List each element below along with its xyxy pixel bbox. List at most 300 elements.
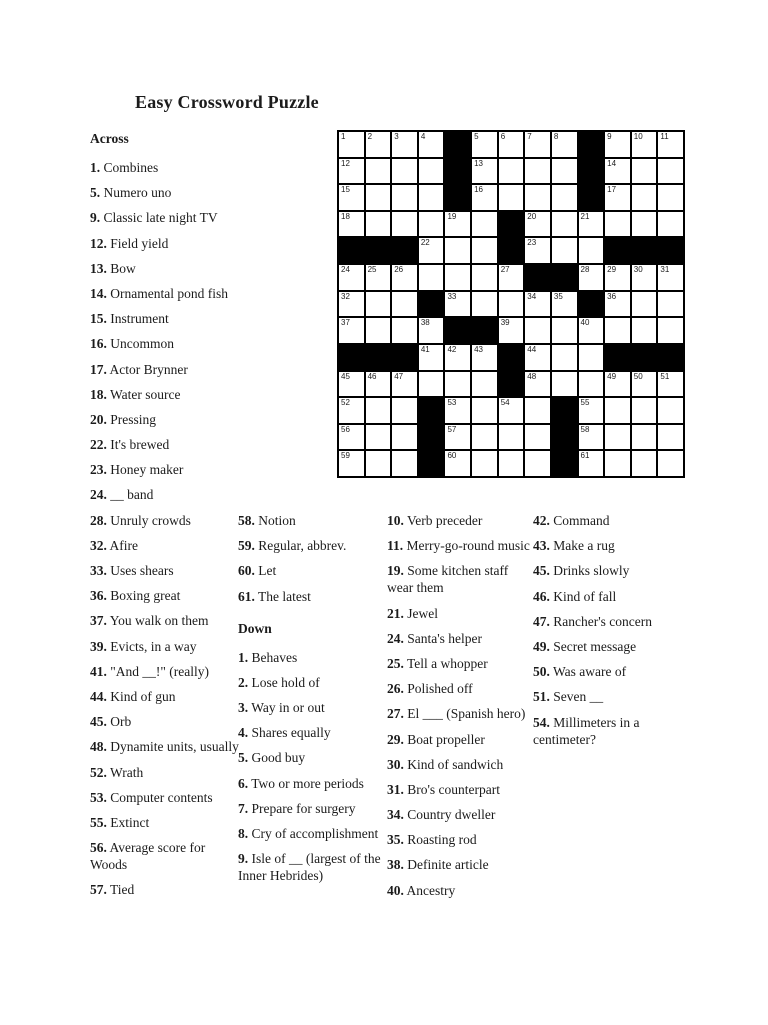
grid-cell-white bbox=[499, 292, 524, 317]
grid-cell-white bbox=[472, 238, 497, 263]
clue-number: 39. bbox=[90, 638, 107, 654]
clue-number: 46. bbox=[533, 588, 550, 604]
grid-cell-white bbox=[632, 398, 657, 423]
grid-cell-black bbox=[525, 265, 550, 290]
grid-cell-number: 37 bbox=[341, 318, 350, 328]
grid-cell-white bbox=[419, 345, 444, 370]
clue-item: 38. Definite article bbox=[387, 857, 489, 873]
grid-cell-white bbox=[579, 318, 604, 343]
clue-number: 14. bbox=[90, 285, 107, 301]
grid-cell-white bbox=[605, 372, 630, 397]
clue-item: 28. Unruly crowds bbox=[90, 512, 191, 528]
grid-cell-black bbox=[419, 451, 444, 476]
clue-number: 28. bbox=[90, 512, 107, 528]
grid-cell-white bbox=[392, 159, 417, 184]
grid-cell-number: 7 bbox=[527, 132, 532, 141]
grid-cell-white bbox=[605, 292, 630, 317]
grid-cell-black bbox=[499, 372, 524, 397]
clue-number: 23. bbox=[90, 462, 107, 478]
grid-cell-white bbox=[552, 372, 577, 397]
grid-cell-white bbox=[525, 345, 550, 370]
grid-cell-number: 38 bbox=[420, 318, 430, 328]
clue-number: 20. bbox=[90, 411, 107, 427]
grid-cell-white bbox=[419, 318, 444, 343]
grid-cell-number: 50 bbox=[633, 371, 643, 381]
grid-cell-number: 35 bbox=[553, 291, 563, 301]
clue-number: 8. bbox=[238, 825, 249, 841]
grid-cell-number: 4 bbox=[420, 132, 426, 141]
grid-cell-black bbox=[579, 185, 604, 210]
clue-number: 48. bbox=[90, 739, 107, 755]
clue-item: 3. Way in or out bbox=[238, 699, 325, 715]
clue-item: 33. Uses shears bbox=[90, 563, 174, 578]
grid-cell-white bbox=[499, 318, 524, 343]
clue-item: 24. Santa's helper bbox=[387, 630, 483, 646]
clue-item: 59. Regular, abbrev. bbox=[238, 538, 347, 554]
clue-item: 27. El ___ (Spanish hero) bbox=[387, 706, 526, 722]
clue-item: 37. You walk on them bbox=[90, 613, 209, 629]
grid-cell-number: 56 bbox=[341, 424, 350, 434]
grid-cell-white bbox=[445, 345, 470, 370]
grid-cell-white bbox=[658, 425, 683, 450]
clue-number: 56. bbox=[90, 840, 107, 856]
grid-cell-number: 1 bbox=[341, 132, 346, 141]
grid-cell-white bbox=[339, 265, 364, 290]
grid-cell-black bbox=[339, 345, 364, 370]
grid-cell-white bbox=[392, 451, 417, 476]
clue-number: 42. bbox=[533, 513, 550, 528]
grid-cell-white bbox=[392, 425, 417, 450]
clue-item: 41. "And __!" (really) bbox=[90, 663, 209, 679]
grid-cell-white bbox=[499, 425, 524, 450]
grid-cell-white bbox=[605, 425, 630, 450]
clue-item: 57. Tied bbox=[90, 882, 135, 898]
clue-item: 32. Afire bbox=[90, 537, 138, 553]
clue-number: 27. bbox=[387, 706, 404, 722]
grid-cell-white bbox=[392, 398, 417, 423]
grid-cell-white bbox=[525, 425, 550, 450]
grid-cell-number: 46 bbox=[367, 371, 377, 381]
grid-cell-white bbox=[605, 185, 630, 210]
grid-cell-white bbox=[339, 185, 364, 210]
grid-cell-number: 34 bbox=[527, 291, 537, 301]
grid-cell-white bbox=[605, 398, 630, 423]
grid-cell-white bbox=[632, 132, 657, 157]
grid-cell-number: 58 bbox=[580, 424, 590, 434]
clue-item: 6. Two or more periods bbox=[238, 775, 364, 791]
clue-number: 1. bbox=[90, 160, 101, 175]
grid-cell-white bbox=[525, 398, 550, 423]
grid-cell-number: 57 bbox=[447, 424, 457, 434]
grid-cell-white bbox=[339, 372, 364, 397]
grid-cell-white bbox=[366, 292, 391, 317]
grid-cell-white bbox=[472, 159, 497, 184]
grid-cell-number: 28 bbox=[580, 265, 590, 275]
grid-cell-number: 12 bbox=[341, 158, 350, 168]
clue-item: 51. Seven __ bbox=[533, 689, 604, 705]
grid-cell-number: 55 bbox=[580, 398, 590, 408]
grid-cell-number: 9 bbox=[607, 132, 612, 141]
clue-number: 47. bbox=[533, 613, 550, 629]
grid-cell-white bbox=[366, 451, 391, 476]
grid-cell-white bbox=[658, 398, 683, 423]
grid-cell-black bbox=[445, 159, 470, 184]
grid-cell-white bbox=[658, 212, 683, 237]
clue-item: 12. Field yield bbox=[90, 235, 169, 251]
grid-cell-white bbox=[499, 159, 524, 184]
grid-cell-number: 18 bbox=[341, 211, 350, 221]
grid-cell-white bbox=[366, 185, 391, 210]
grid-cell-white bbox=[472, 425, 497, 450]
clue-number: 44. bbox=[90, 688, 107, 704]
grid-cell-number: 53 bbox=[447, 398, 457, 408]
grid-cell-number: 25 bbox=[367, 265, 377, 275]
clue-item: 21. Jewel bbox=[387, 605, 438, 621]
grid-cell-black bbox=[579, 132, 604, 157]
grid-cell-white bbox=[366, 398, 391, 423]
grid-cell-number: 21 bbox=[580, 211, 590, 221]
clue-number: 4. bbox=[238, 725, 249, 741]
grid-cell-number: 41 bbox=[420, 344, 430, 354]
grid-cell-number: 32 bbox=[341, 291, 350, 301]
clue-number: 22. bbox=[90, 437, 107, 453]
grid-cell-white bbox=[339, 132, 364, 157]
clue-number: 17. bbox=[90, 361, 107, 377]
grid-cell-white bbox=[658, 265, 683, 290]
clue-item: 30. Kind of sandwich bbox=[387, 756, 504, 772]
grid-cell-number: 26 bbox=[394, 265, 404, 275]
grid-cell-number: 15 bbox=[341, 185, 350, 195]
clue-item: 52. Wrath bbox=[90, 764, 144, 780]
grid-cell-white bbox=[552, 292, 577, 317]
grid-cell-black bbox=[419, 398, 444, 423]
grid-cell-white bbox=[445, 265, 470, 290]
grid-cell-number: 19 bbox=[447, 211, 457, 221]
grid-cell-white bbox=[658, 185, 683, 210]
grid-cell-white bbox=[366, 132, 391, 157]
clue-number: 16. bbox=[90, 336, 107, 352]
clue-item: 14. Ornamental pond fish bbox=[90, 285, 228, 301]
grid-cell-number: 36 bbox=[607, 291, 617, 301]
grid-cell-black bbox=[605, 238, 630, 263]
grid-cell-number: 40 bbox=[580, 318, 590, 328]
grid-cell-white bbox=[552, 318, 577, 343]
grid-cell-white bbox=[632, 451, 657, 476]
clue-item: 53. Computer contents bbox=[90, 789, 213, 805]
grid-cell-white bbox=[445, 451, 470, 476]
grid-cell-white bbox=[419, 159, 444, 184]
grid-cell-white bbox=[445, 212, 470, 237]
clue-number: 12. bbox=[90, 235, 107, 251]
clue-number: 43. bbox=[533, 538, 550, 554]
clue-number: 15. bbox=[90, 311, 107, 327]
grid-cell-black bbox=[445, 185, 470, 210]
clue-number: 1. bbox=[238, 649, 249, 665]
clue-item: 17. Actor Brynner bbox=[90, 361, 188, 377]
clue-number: 21. bbox=[387, 605, 404, 621]
clue-item: 48. Dynamite units, usually bbox=[90, 739, 239, 755]
grid-cell-white bbox=[445, 425, 470, 450]
clue-number: 25. bbox=[387, 655, 404, 671]
grid-cell-white bbox=[419, 372, 444, 397]
grid-cell-number: 48 bbox=[527, 371, 537, 381]
grid-cell-white bbox=[632, 159, 657, 184]
grid-cell-white bbox=[392, 212, 417, 237]
grid-cell-white bbox=[632, 185, 657, 210]
grid-cell-white bbox=[472, 398, 497, 423]
grid-cell-number: 11 bbox=[660, 132, 669, 141]
grid-cell-white bbox=[525, 132, 550, 157]
grid-cell-white bbox=[472, 451, 497, 476]
grid-cell-white bbox=[392, 292, 417, 317]
grid-cell-black bbox=[366, 238, 391, 263]
grid-cell-white bbox=[472, 132, 497, 157]
clue-item: 34. Country dweller bbox=[387, 807, 496, 823]
grid-cell-white bbox=[579, 425, 604, 450]
grid-cell-black bbox=[579, 159, 604, 184]
grid-cell-white bbox=[499, 398, 524, 423]
clue-item: 5. Numero uno bbox=[90, 185, 172, 201]
clues-column-across bbox=[90, 131, 242, 906]
grid-cell-white bbox=[366, 159, 391, 184]
grid-cell-white bbox=[366, 318, 391, 343]
grid-cell-black bbox=[339, 238, 364, 263]
grid-cell-number: 16 bbox=[474, 185, 483, 195]
grid-cell-number: 3 bbox=[394, 132, 399, 141]
page-title: Easy Crossword Puzzle bbox=[135, 92, 319, 112]
grid-cell-white bbox=[605, 132, 630, 157]
grid-cell-white bbox=[525, 185, 550, 210]
grid-cell-white bbox=[605, 451, 630, 476]
grid-cell-number: 31 bbox=[660, 265, 670, 275]
grid-cell-white bbox=[499, 265, 524, 290]
clue-item: 11. Merry-go-round music bbox=[387, 538, 530, 554]
clue-number: 54. bbox=[533, 714, 550, 730]
grid-cell-number: 23 bbox=[527, 238, 537, 248]
grid-cell-white bbox=[579, 372, 604, 397]
grid-cell-number: 14 bbox=[607, 158, 617, 168]
clue-number: 59. bbox=[238, 538, 255, 554]
across-section-header: Across bbox=[90, 131, 129, 146]
clue-number: 31. bbox=[387, 781, 404, 797]
grid-cell-number: 30 bbox=[633, 265, 643, 275]
grid-cell-white bbox=[658, 292, 683, 317]
grid-cell-white bbox=[525, 238, 550, 263]
clue-item: 23. Honey maker bbox=[90, 462, 184, 478]
grid-cell-number: 5 bbox=[474, 132, 479, 141]
clue-number: 11. bbox=[387, 538, 404, 554]
clue-item: 4. Shares equally bbox=[238, 725, 331, 741]
clue-number: 51. bbox=[533, 689, 550, 705]
grid-cell-white bbox=[499, 185, 524, 210]
clue-number: 41. bbox=[90, 663, 107, 679]
clue-item: 16. Uncommon bbox=[90, 336, 174, 352]
grid-cell-black bbox=[579, 292, 604, 317]
clue-number: 18. bbox=[90, 386, 107, 402]
clue-item: 45. Drinks slowly bbox=[533, 563, 630, 579]
grid-cell-white bbox=[419, 238, 444, 263]
clue-item: 42. Command bbox=[533, 513, 610, 528]
grid-cell-number: 61 bbox=[580, 451, 590, 461]
grid-cell-white bbox=[632, 212, 657, 237]
grid-cell-white bbox=[472, 212, 497, 237]
grid-cell-white bbox=[658, 318, 683, 343]
clue-number: 19. bbox=[387, 563, 404, 579]
clue-item: 26. Polished off bbox=[387, 681, 473, 697]
clue-item: 9. Classic late night TV bbox=[90, 210, 218, 226]
clue-item: 58. Notion bbox=[238, 513, 296, 528]
grid-cell-white bbox=[525, 451, 550, 476]
clue-number: 55. bbox=[90, 814, 107, 830]
grid-cell-white bbox=[339, 292, 364, 317]
clue-number: 49. bbox=[533, 638, 550, 654]
grid-cell-number: 39 bbox=[500, 318, 510, 328]
clue-item: 5. Good buy bbox=[238, 750, 306, 766]
clues-column-down-end bbox=[533, 512, 705, 756]
grid-cell-black bbox=[499, 212, 524, 237]
clue-number: 33. bbox=[90, 563, 107, 578]
clue-item: 61. The latest bbox=[238, 588, 311, 604]
clues-column-down-middle bbox=[387, 512, 531, 907]
clue-number: 30. bbox=[387, 756, 404, 772]
grid-cell-white bbox=[339, 159, 364, 184]
grid-cell-white bbox=[605, 159, 630, 184]
grid-cell-white bbox=[579, 212, 604, 237]
grid-cell-number: 2 bbox=[367, 132, 373, 141]
clue-number: 35. bbox=[387, 832, 404, 848]
clue-number: 58. bbox=[238, 513, 255, 528]
clues-column-across-end-down-start bbox=[238, 512, 384, 892]
grid-cell-white bbox=[339, 398, 364, 423]
grid-cell-number: 27 bbox=[500, 265, 510, 275]
grid-cell-white bbox=[525, 318, 550, 343]
clue-number: 45. bbox=[533, 563, 550, 579]
grid-cell-white bbox=[632, 265, 657, 290]
grid-cell-white bbox=[419, 132, 444, 157]
grid-cell-white bbox=[552, 238, 577, 263]
clue-number: 10. bbox=[387, 513, 404, 528]
clue-item: 25. Tell a whopper bbox=[387, 655, 488, 671]
clue-number: 53. bbox=[90, 789, 107, 805]
clue-number: 50. bbox=[533, 664, 550, 680]
grid-cell-white bbox=[632, 318, 657, 343]
grid-cell-black bbox=[419, 292, 444, 317]
grid-cell-white bbox=[632, 425, 657, 450]
grid-cell-white bbox=[472, 292, 497, 317]
grid-cell-number: 24 bbox=[341, 265, 350, 275]
grid-cell-black bbox=[552, 398, 577, 423]
grid-cell-white bbox=[525, 212, 550, 237]
grid-cell-white bbox=[366, 425, 391, 450]
grid-cell-number: 47 bbox=[394, 371, 404, 381]
crossword-grid bbox=[337, 130, 685, 478]
clue-number: 29. bbox=[387, 731, 404, 747]
grid-cell-black bbox=[552, 425, 577, 450]
clue-item: 55. Extinct bbox=[90, 814, 150, 830]
clue-number: 24. bbox=[90, 487, 107, 503]
grid-cell-black bbox=[605, 345, 630, 370]
grid-cell-white bbox=[419, 265, 444, 290]
clue-item: 60. Let bbox=[238, 563, 277, 579]
grid-cell-number: 42 bbox=[447, 344, 457, 354]
grid-cell-white bbox=[579, 345, 604, 370]
down-section-header: Down bbox=[238, 620, 272, 636]
grid-cell-number: 6 bbox=[500, 132, 506, 141]
clue-item: 40. Ancestry bbox=[387, 882, 456, 898]
clue-number: 57. bbox=[90, 882, 107, 898]
grid-cell-white bbox=[658, 132, 683, 157]
clue-item: 8. Cry of accomplishment bbox=[238, 825, 379, 841]
clue-number: 36. bbox=[90, 588, 107, 604]
grid-cell-white bbox=[472, 185, 497, 210]
grid-cell-white bbox=[419, 185, 444, 210]
grid-cell-black bbox=[499, 345, 524, 370]
grid-cell-white bbox=[552, 132, 577, 157]
grid-cell-number: 22 bbox=[420, 238, 430, 248]
grid-cell-white bbox=[392, 185, 417, 210]
grid-cell-black bbox=[632, 345, 657, 370]
clue-item: 9. Isle of __ (largest of the Inner Hebrides) bbox=[238, 851, 381, 884]
grid-cell-white bbox=[605, 318, 630, 343]
grid-cell-white bbox=[658, 159, 683, 184]
grid-cell-number: 17 bbox=[607, 185, 617, 195]
clue-number: 38. bbox=[387, 857, 404, 873]
clue-number: 45. bbox=[90, 714, 107, 730]
grid-cell-white bbox=[658, 451, 683, 476]
clue-item: 39. Evicts, in a way bbox=[90, 638, 197, 654]
grid-cell-white bbox=[579, 238, 604, 263]
grid-cell-black bbox=[392, 238, 417, 263]
grid-cell-white bbox=[366, 212, 391, 237]
clue-item: 18. Water source bbox=[90, 386, 181, 402]
grid-cell-black bbox=[419, 425, 444, 450]
grid-cell-white bbox=[419, 212, 444, 237]
grid-cell-white bbox=[658, 372, 683, 397]
clue-item: 49. Secret message bbox=[533, 638, 637, 654]
grid-cell-white bbox=[579, 398, 604, 423]
clue-item: 45. Orb bbox=[90, 714, 132, 730]
grid-cell-number: 54 bbox=[500, 398, 510, 408]
grid-cell-number: 60 bbox=[447, 451, 457, 461]
clue-item: 43. Make a rug bbox=[533, 538, 615, 554]
grid-cell-white bbox=[339, 425, 364, 450]
clue-item: 15. Instrument bbox=[90, 311, 169, 327]
grid-cell-number: 49 bbox=[607, 371, 617, 381]
clue-item: 24. __ band bbox=[90, 487, 154, 503]
grid-cell-white bbox=[499, 451, 524, 476]
grid-cell-number: 52 bbox=[341, 398, 350, 408]
grid-cell-white bbox=[445, 372, 470, 397]
clue-number: 9. bbox=[90, 210, 101, 226]
grid-cell-white bbox=[552, 345, 577, 370]
grid-cell-white bbox=[445, 238, 470, 263]
grid-cell-black bbox=[366, 345, 391, 370]
grid-cell-black bbox=[658, 345, 683, 370]
grid-cell-white bbox=[339, 451, 364, 476]
grid-cell-white bbox=[525, 372, 550, 397]
clue-item: 1. Combines bbox=[90, 160, 159, 175]
grid-cell-number: 51 bbox=[660, 371, 670, 381]
grid-cell-white bbox=[366, 372, 391, 397]
grid-cell-black bbox=[552, 265, 577, 290]
grid-cell-number: 43 bbox=[474, 344, 483, 354]
grid-cell-white bbox=[632, 292, 657, 317]
grid-cell-number: 29 bbox=[607, 265, 617, 275]
clue-number: 34. bbox=[387, 807, 404, 823]
clue-number: 5. bbox=[90, 185, 101, 201]
clue-number: 52. bbox=[90, 764, 107, 780]
grid-cell-number: 8 bbox=[553, 132, 559, 141]
